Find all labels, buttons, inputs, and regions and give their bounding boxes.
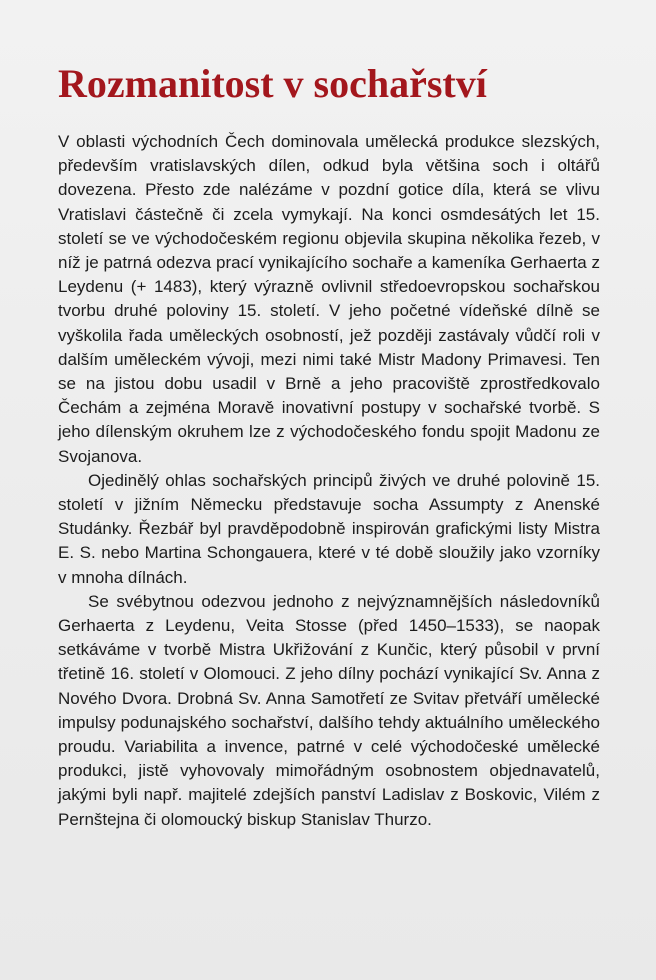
- panel-body: [58, 130, 600, 832]
- paragraph-3: Se svébytnou odezvou jednoho z nejvýznamnějších následovníků Gerhaerta z Leydenu, Veita Stosse (před 1450–1533), se naopak setkáváme v tvorbě Mistra Ukřižování z Kunčic, který působil v první třetině 16. století v Olomouci. Z jeho dílny pochází vynikající Sv. Anna z Nového Dvora. Drobná Sv. Anna Samotřetí ze Svitav přetváří umělecké impulsy podunajského sochařství, dalšího tehdy aktuálního uměleckého proudu. Variabilita a invence, patrné v celé východočeské umělecké produkci, jistě vyhovovaly mimořádným osobnostem objednavatelů, jakými byli např. majitelé zdejších panství Ladislav z Boskovic, Vilém z Pernštejna či olomoucký biskup Stanislav Thurzo.: [58, 591, 600, 829]
- paragraph-2: Ojedinělý ohlas sochařských principů živých ve druhé polovině 15. století v jižním Německu představuje socha Assumpty z Anenské Studánky. Řezbář byl pravděpodobně inspirován grafickými listy Mistra E. S. nebo Martina Schongauera, které v té době sloužily jako vzorníky v mnoha dílnách.: [58, 470, 600, 587]
- paragraph-1: V oblasti východních Čech dominovala umělecká produkce slezských, především vratislavských dílen, odkud byla většina soch i oltářů dovezena. Přesto zde nalézáme v pozdní gotice díla, která se vlivu Vratislavi částečně či zcela vymykají. Na konci osmdesátých let 15. století se ve východočeském regionu objevila skupina několika řezeb, v níž je patrná odezva prací vynikajícího sochaře a kameníka Gerhaerta z Leydenu (+ 1483), který výrazně ovlivnil středoevropskou sochařskou tvorbu druhé poloviny 15. století. V jeho početné vídeňské dílně se vyškolila řada uměleckých osobností, jež později zastávaly vůdčí roli v dalším uměleckém vývoji, mezi nimi také Mistr Madony Primavesi. Ten se na jistou dobu usadil v Brně a jeho pracoviště zprostředkovalo Čechám a zejména Moravě inovativní postupy v sochařské tvorbě. S jeho dílenským okruhem lze z východočeského fondu spojit Madonu ze Svojanova.: [58, 132, 600, 466]
- panel-title: Rozmanitost v sochařství: [58, 61, 487, 106]
